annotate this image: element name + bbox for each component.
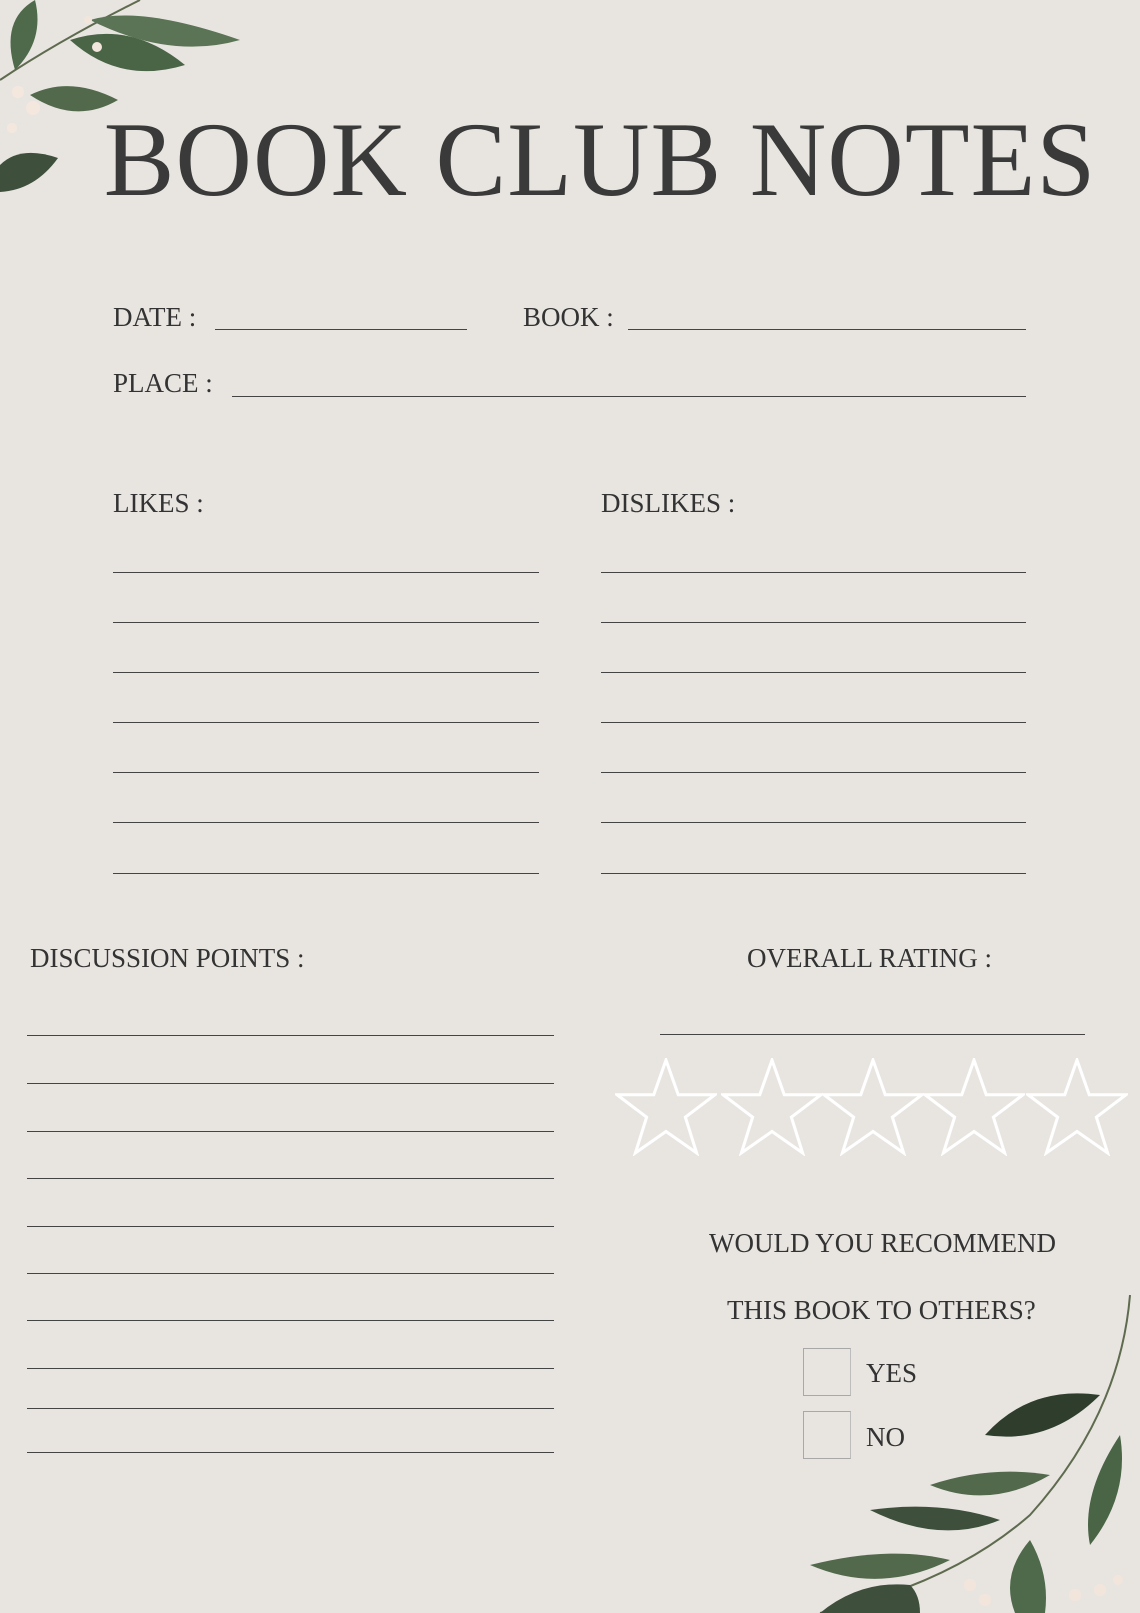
likes-line[interactable] [113,572,539,573]
dislikes-label: DISLIKES : [601,488,736,518]
dislikes-line[interactable] [601,772,1026,773]
likes-line[interactable] [113,822,539,823]
discussion-line[interactable] [27,1452,554,1453]
leaf-decoration-bottom-right [800,1295,1140,1613]
star-icon[interactable] [615,1058,717,1156]
likes-line[interactable] [113,622,539,623]
discussion-line[interactable] [27,1273,554,1274]
recommend-question-line2: THIS BOOK TO OTHERS? [727,1295,1036,1325]
date-field-line[interactable] [215,329,467,330]
no-checkbox[interactable] [803,1411,851,1459]
discussion-line[interactable] [27,1320,554,1321]
place-label: PLACE : [113,368,213,398]
star-icon[interactable] [1026,1058,1128,1156]
yes-label: YES [866,1358,918,1388]
yes-checkbox[interactable] [803,1348,851,1396]
overall-rating-label: OVERALL RATING : [747,943,992,973]
dislikes-line[interactable] [601,672,1026,673]
star-icon[interactable] [721,1058,823,1156]
dislikes-line[interactable] [601,873,1026,874]
likes-label: LIKES : [113,488,204,518]
discussion-points-label: DISCUSSION POINTS : [30,943,305,973]
discussion-line[interactable] [27,1226,554,1227]
discussion-line[interactable] [27,1035,554,1036]
dislikes-line[interactable] [601,722,1026,723]
likes-line[interactable] [113,772,539,773]
no-label: NO [866,1422,905,1452]
discussion-line[interactable] [27,1083,554,1084]
discussion-line[interactable] [27,1178,554,1179]
star-icon[interactable] [822,1058,924,1156]
dislikes-line[interactable] [601,572,1026,573]
dislikes-line[interactable] [601,822,1026,823]
likes-line[interactable] [113,672,539,673]
date-label: DATE : [113,302,197,332]
book-field-line[interactable] [628,329,1026,330]
discussion-line[interactable] [27,1368,554,1369]
discussion-line[interactable] [27,1131,554,1132]
rating-line[interactable] [660,1034,1085,1035]
discussion-line[interactable] [27,1408,554,1409]
likes-line[interactable] [113,873,539,874]
star-icon[interactable] [923,1058,1025,1156]
likes-line[interactable] [113,722,539,723]
recommend-question-line1: WOULD YOU RECOMMEND [709,1228,1056,1258]
dislikes-line[interactable] [601,622,1026,623]
book-label: BOOK : [523,302,614,332]
place-field-line[interactable] [232,396,1026,397]
page-title: BOOK CLUB NOTES [103,101,1097,218]
